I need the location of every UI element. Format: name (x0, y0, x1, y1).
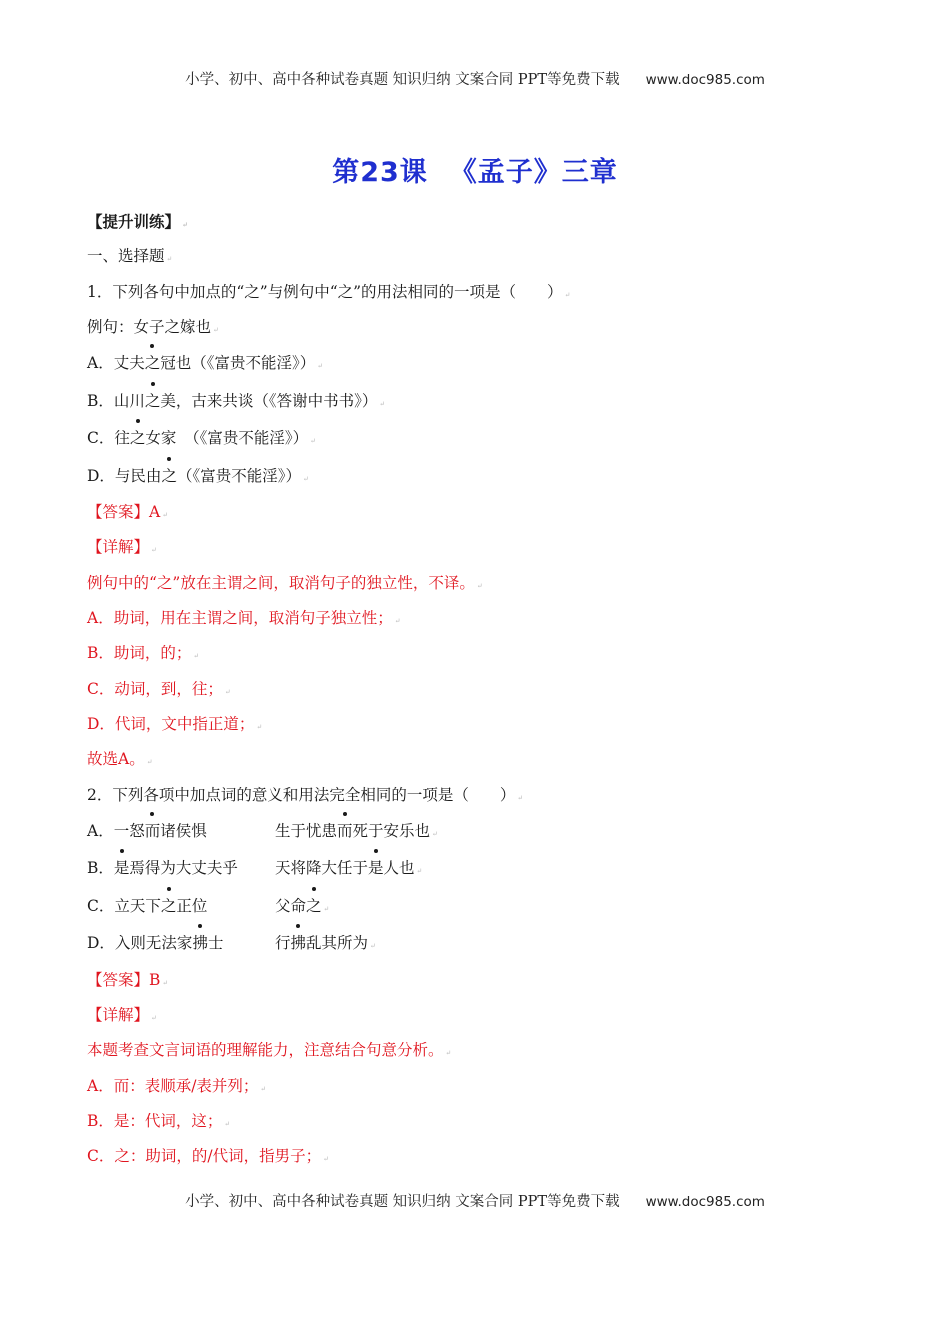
q1-explanation: A．助词，用在主谓之间，取消句子独立性； ↵ (87, 609, 401, 628)
lesson-name: 《孟子》三章 (449, 157, 618, 188)
dotted-char: 之 (161, 888, 177, 926)
dotted-char: 之 (161, 458, 177, 496)
page-footer (0, 1190, 950, 1211)
dotted-char: 之 (145, 383, 161, 421)
q2-option-d: D．入则无法家拂士 行拂乱其所为 ↵ (87, 925, 887, 963)
q1-option-d: D．与民由之（《富贵不能淫》） ↵ (87, 458, 887, 496)
q1-detail-label: 【详解】 ↵ (87, 538, 157, 557)
q1-example: 例句：女子之嫁也 ↵ (87, 317, 219, 336)
lesson-number: 第23课 (332, 157, 428, 188)
q1-option-b: B．山川之美，古来共谈（《答谢中书书》） ↵ (87, 383, 887, 421)
dotted-char: 是 (368, 850, 384, 888)
page-title (0, 150, 950, 189)
q2-explanation: A．而：表顺承/表并列； ↵ (87, 1076, 267, 1095)
q1-explanation: 例句中的“之”放在主谓之间，取消句子的独立性，不译。 ↵ (87, 573, 483, 592)
dotted-char: 之 (130, 420, 146, 458)
section-heading: 【提升训练】 ↵ (87, 212, 188, 231)
q1-explanation: C．动词，到，往； ↵ (87, 679, 231, 698)
dotted-char: 之 (145, 345, 161, 383)
footer-site-link[interactable]: www.doc985.com (645, 1194, 765, 1210)
document-body (87, 204, 887, 1175)
q1-option-c: C．往之女家 （《富贵不能淫》） ↵ (87, 420, 887, 458)
dotted-char: 拂 (291, 925, 307, 963)
q1-explanation: 故选A。 ↵ (87, 750, 153, 769)
q1-stem: 1．下列各句中加点的“之”与例句中“之”的用法相同的一项是（ ） ↵ (87, 282, 571, 301)
q2-explanation: 本题考查文言词语的理解能力，注意结合句意分析。 ↵ (87, 1041, 452, 1060)
header-text: 小学、初中、高中各种试卷真题 知识归纳 文案合同 PPT等免费下载 (185, 72, 620, 88)
dotted-char: 之 (306, 888, 322, 926)
page-header (0, 68, 950, 89)
dotted-char: 是 (114, 850, 130, 888)
q2-explanation: B．是：代词，这； ↵ (87, 1112, 231, 1131)
dotted-char: 而 (337, 813, 353, 851)
q1-answer: 【答案】A ↵ (87, 503, 169, 522)
footer-text: 小学、初中、高中各种试卷真题 知识归纳 文案合同 PPT等免费下载 (185, 1194, 620, 1210)
q2-option-c: C．立天下之正位 父命之 ↵ (87, 888, 887, 926)
q1-explanation: D．代词，文中指正道； ↵ (87, 714, 263, 733)
dotted-char: 而 (145, 813, 161, 851)
q1-option-a: A．丈夫之冠也（《富贵不能淫》） ↵ (87, 345, 887, 383)
q2-stem: 2．下列各项中加点词的意义和用法完全相同的一项是（ ） ↵ (87, 785, 524, 804)
part-label: 一、选择题 ↵ (87, 247, 173, 266)
q2-answer: 【答案】B ↵ (87, 970, 169, 989)
q2-option-a: A．一怒而诸侯惧 生于忧患而死于安乐也 ↵ (87, 813, 887, 851)
q2-detail-label: 【详解】 ↵ (87, 1006, 157, 1025)
q2-explanation: C．之：助词，的/代词，指男子； ↵ (87, 1147, 329, 1166)
header-site-link[interactable]: www.doc985.com (645, 72, 765, 88)
dotted-char: 拂 (192, 925, 208, 963)
q2-option-b: B．是焉得为大丈夫乎 天将降大任于是人也 ↵ (87, 850, 887, 888)
q1-explanation: B．助词，的； ↵ (87, 644, 200, 663)
